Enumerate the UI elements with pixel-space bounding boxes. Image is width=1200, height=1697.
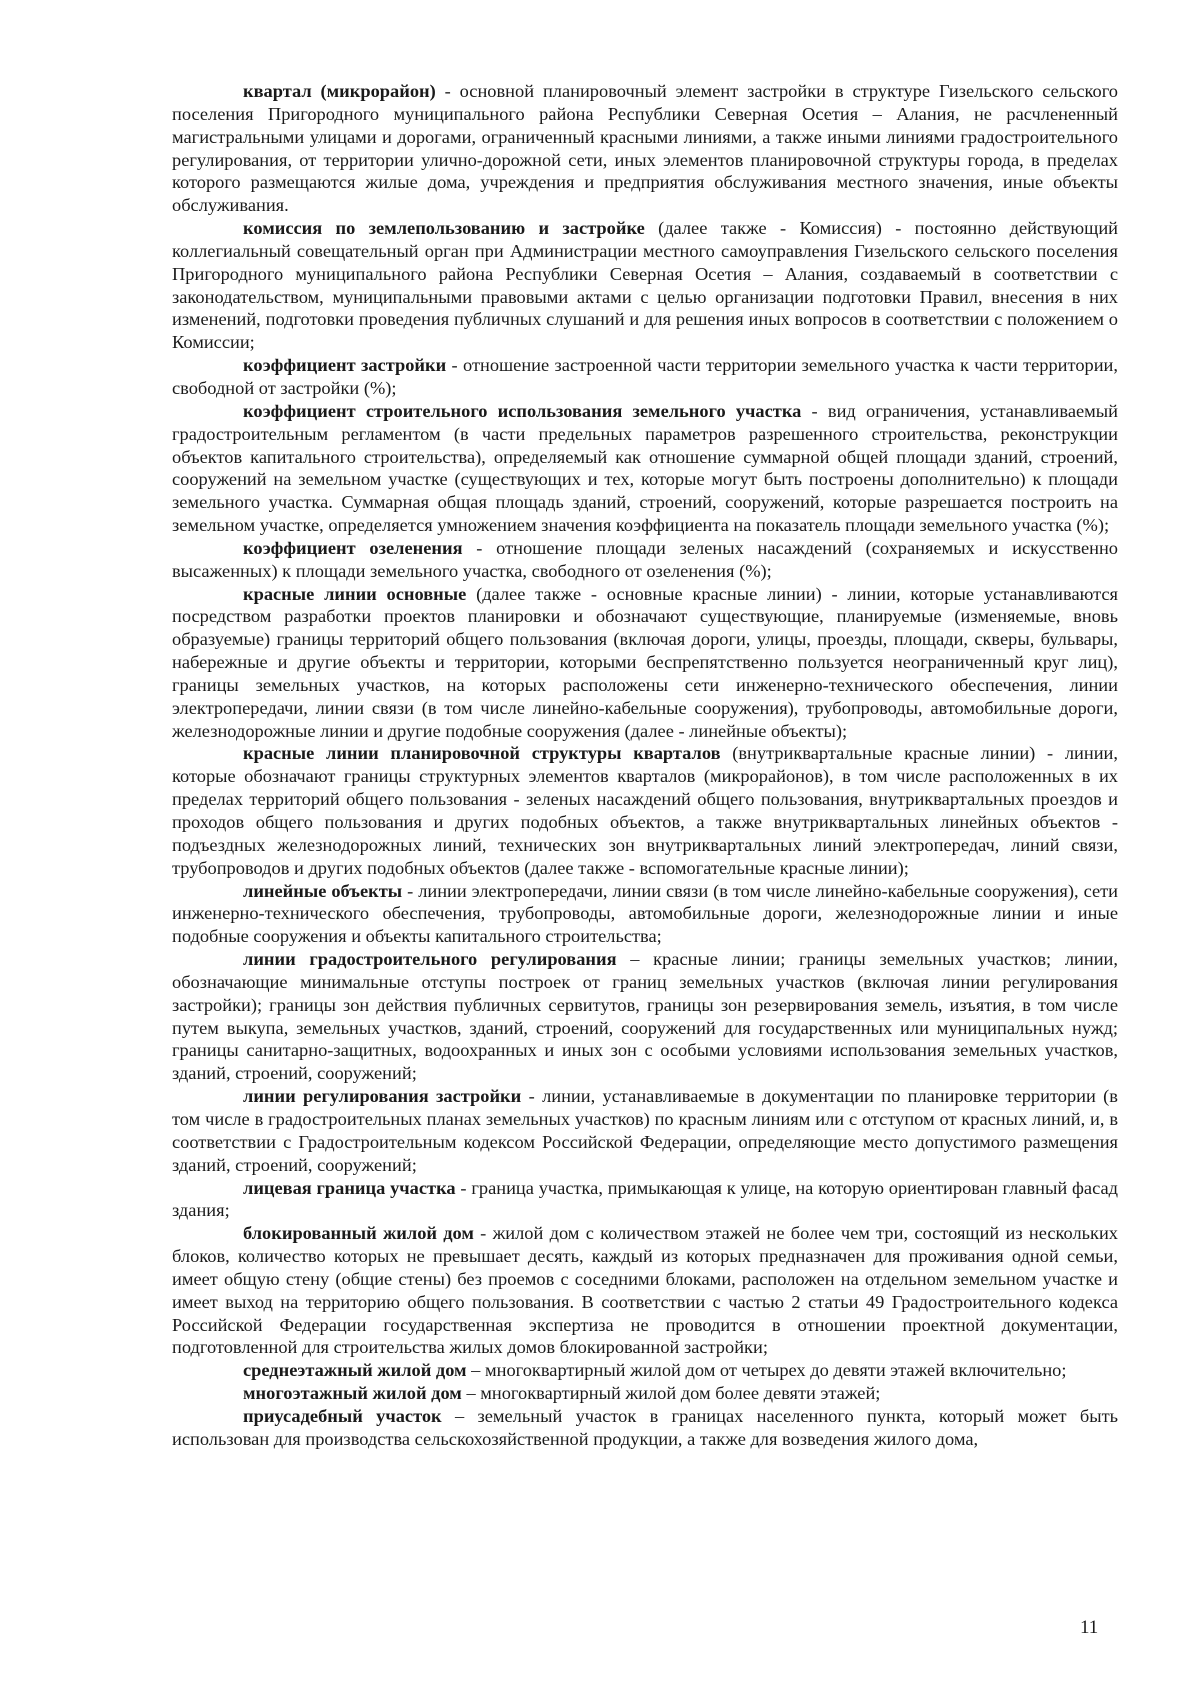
definition-paragraph [172,583,1118,743]
definition-term: линейные объекты [243,880,403,901]
definition-paragraph [172,948,1118,1085]
definition-text: (внутриквартальные красные линии) - линии, которые обозначают границы структурных элементов кварталов (микрорайонов), в том числе расположенных в их пределах территорий общего пользования - зеленых насаждений общего пользования, внутриквартальных проездов и проходов общего пользования и других подобных объектов, а также внутриквартальных линейных объектов - подъездных железнодорожных линий, технических зон внутриквартальных линий электропередач, линий связи, трубопроводов и других подобных объектов (далее также - вспомогательные красные линии); [172,743,1119,878]
definition-term: комиссия по землепользованию и застройке [243,218,645,239]
definition-paragraph [172,742,1118,879]
definition-term: линии градостроительного регулирования [243,949,617,970]
definition-text: - вид ограничения, устанавливаемый градостроительным регламентом (в части предельных параметров разрешенного строительства, реконструкции объектов капитального строительства), определяемый как отношение суммарной общей площади зданий, строений, сооружений на земельном участке (существующих и тех, которые могут быть построены дополнительно) к площади земельного участка. Суммарная общая площадь зданий, строений, сооружений, которые разрешается построить на земельном участке, определяется умножением значения коэффициента на показатель площади земельного участка (%); [172,400,1118,536]
definition-term: квартал (микрорайон) [243,81,436,101]
definition-text: - основной планировочный элемент застройки в структуре Гизельского сельского поселения Пригородного муниципального района Республики Северная Осетия – Алания, не расчлененный магистральными улицами и дорогами, ограниченный красными линиями, а также иными линиями градостроительного регулирования, от территории улично-дорожной сети, иных элементов планировочной структуры города, в пределах которого размещаются жилые дома, учреждения и предприятия обслуживания местного значения, иные объекты обслуживания. [172,81,1118,216]
definition-term: среднеэтажный жилой дом [243,1360,467,1381]
definition-text: (далее также - основные красные линии) - линии, которые устанавливаются посредством разработки проектов планировки и обозначают существующие, планируемые (изменяемые, вновь образуемые) границы территорий общего пользования (включая дороги, улицы, проезды, площади, скверы, бульвары, набережные и другие объекты и территории, которыми беспрепятственно пользуется неограниченный круг лиц), границы земельных участков, на которых расположены сети инженерно-технического обеспечения, линии электропередачи, линии связи (в том числе линейно-кабельные сооружения), трубопроводы, автомобильные дороги, железнодорожные линии и другие подобные сооружения (далее - линейные объекты); [172,583,1118,741]
definition-text: - линии электропередачи, линии связи (в том числе линейно-кабельные сооружения), сети инженерно-технического обеспечения, трубопроводы, автомобильные дороги, железнодорожные линии и иные подобные сооружения и объекты капитального строительства; [172,880,1118,947]
definition-text: - жилой дом с количеством этажей не более чем три, состоящий из нескольких блоков, количество которых не превышает десять, каждый из которых предназначен для проживания одной семьи, имеет общую стену (общие стены) без проемов с соседними блоками, расположен на отдельном земельном участке и имеет выход на территорию общего пользования. В соответствии с частью 2 статьи 49 Градостроительного кодекса Российской Федерации государственная экспертиза не проводится в отношении проектной документации, подготовленной для строительства жилых домов блокированной застройки; [172,1223,1118,1358]
definition-paragraph [172,354,1118,400]
definition-paragraph [172,1382,1118,1405]
definition-paragraph [172,537,1118,583]
definition-term: блокированный жилой дом [243,1223,474,1244]
definition-paragraph [172,1405,1118,1451]
definition-text: – красные линии; границы земельных участков; линии, обозначающие минимальные отступы построек от границ земельных участков (включая линии регулирования застройки); границы зон действия публичных сервитутов, границы зон резервирования земель, изъятия, в том числе путем выкупа, земельных участков, зданий, строений, сооружений для государственных или муниципальных нужд; границы санитарно-защитных, водоохранных и иных зон с особыми условиями использования земельных участков, зданий, строений, сооружений; [172,949,1118,1084]
definition-text: – земельный участок в границах населенного пункта, который может быть использован для производства сельскохозяйственной продукции, а также для возведения жилого дома, [172,1405,1118,1449]
definition-paragraph [172,880,1118,949]
definition-term: линии регулирования застройки [243,1086,522,1107]
definition-term: лицевая граница участка [243,1177,456,1198]
definition-text: (далее также - Комиссия) - постоянно действующий коллегиальный совещательный орган при Администрации местного самоуправления Гизельского сельского поселения Пригородного муниципального района Республики Северная Осетия – Алания, создаваемый в соответствии с законодательством, муниципальными правовыми актами с целью организации подготовки Правил, внесения в них изменений, подготовки проведения публичных слушаний и для решения иных вопросов в соответствии с положением о Комиссии; [172,218,1119,353]
definition-term: красные линии основные [243,583,467,604]
definition-paragraph [172,1085,1118,1176]
definition-term: приусадебный участок [243,1405,442,1426]
definition-paragraph [172,1177,1118,1223]
page-number: 11 [1080,1617,1099,1638]
definition-paragraph [172,80,1118,217]
definition-text: – многоквартирный жилой дом более девяти этажей; [461,1383,881,1404]
definition-text: - отношение площади зеленых насаждений (сохраняемых и искусственно высаженных) к площади земельного участка, свободного от озеленения (%); [172,537,1118,581]
definition-paragraph [172,400,1118,537]
definition-term: красные линии планировочной структуры кварталов [243,743,721,764]
definition-term: многоэтажный жилой дом [243,1383,462,1404]
definition-text: - граница участка, примыкающая к улице, на которую ориентирован главный фасад здания; [172,1177,1118,1221]
definition-text: - линии, устанавливаемые в документации по планировке территории (в том числе в градостроительных планах земельных участков) по красным линиям или с отступом от красных линий, и, в соответствии с Градостроительным кодексом Российской Федерации, определяющие место допустимого размещения зданий, строений, сооружений; [172,1086,1118,1175]
document-body [172,80,1118,1451]
definition-paragraph [172,1222,1118,1359]
definition-paragraph [172,217,1118,354]
definition-term: коэффициент озеленения [243,537,463,558]
definition-paragraph [172,1359,1118,1382]
definition-term: коэффициент застройки [243,355,447,376]
definition-text: – многоквартирный жилой дом от четырех до девяти этажей включительно; [466,1360,1067,1381]
definition-text: - отношение застроенной части территории земельного участка к части территории, свободной от застройки (%); [172,355,1118,398]
definition-term: коэффициент строительного использования земельного участка [243,400,802,421]
